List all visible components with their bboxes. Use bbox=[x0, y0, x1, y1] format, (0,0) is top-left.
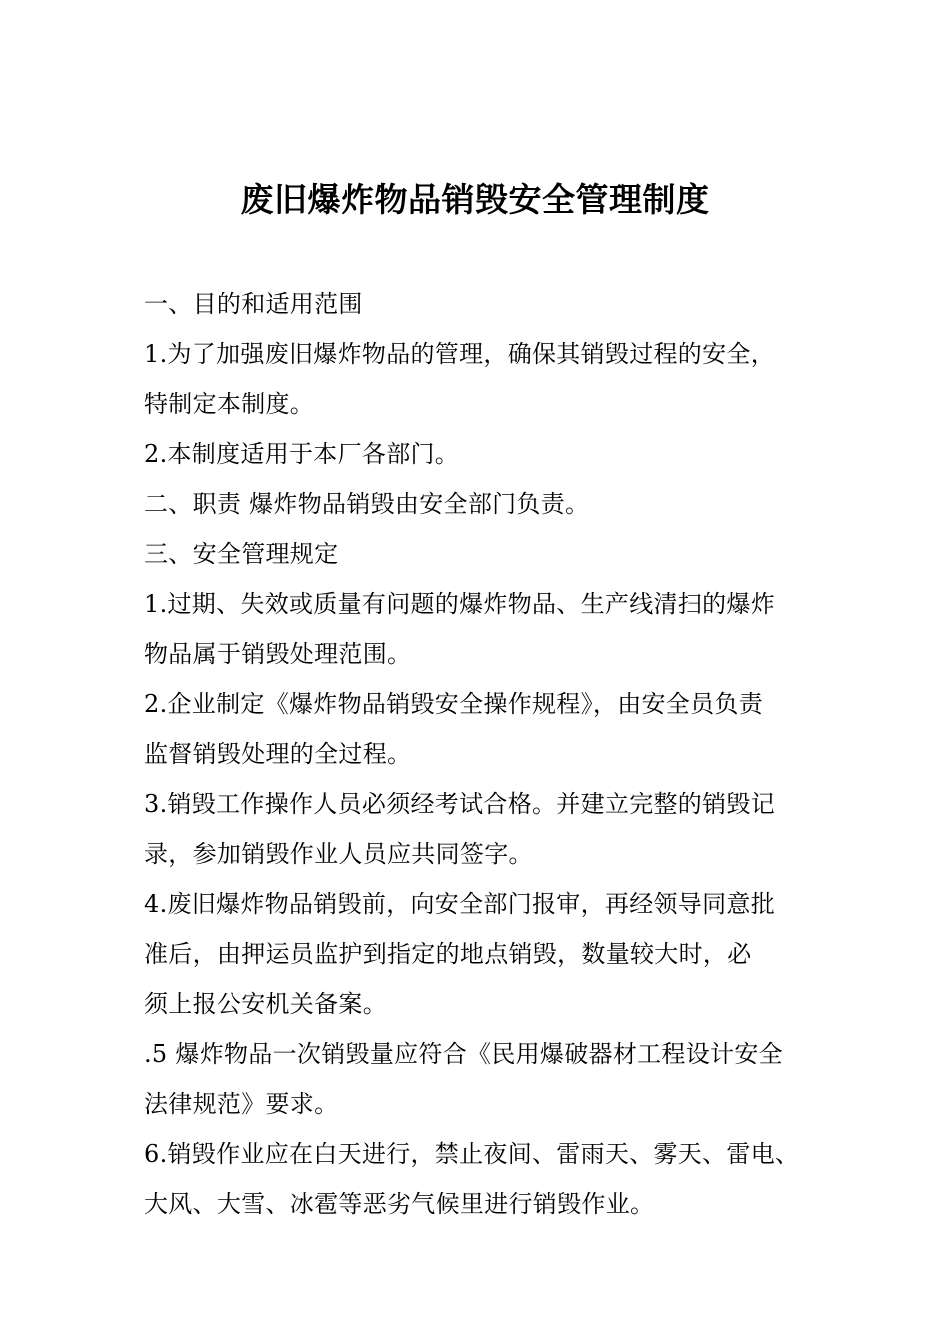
document-title: 废旧爆炸物品销毁安全管理制度 bbox=[240, 180, 710, 219]
paragraph-line: 1.过期、失效或质量有问题的爆炸物品、生产线清扫的爆炸 bbox=[144, 590, 775, 618]
paragraph-line: 2.企业制定《爆炸物品销毁安全操作规程》，由安全员负责 bbox=[144, 690, 763, 718]
paragraph-line: 4.废旧爆炸物品销毁前，向安全部门报审，再经领导同意批 bbox=[144, 890, 775, 918]
paragraph-line: 3.销毁工作操作人员必须经考试合格。并建立完整的销毁记 bbox=[144, 790, 775, 818]
paragraph-line: 准后，由押运员监护到指定的地点销毁，数量较大时，必 bbox=[144, 940, 752, 968]
paragraph-line: 物品属于销毁处理范围。 bbox=[144, 640, 412, 668]
section-heading-duties: 二、职责 爆炸物品销毁由安全部门负责。 bbox=[144, 490, 590, 518]
paragraph-line: 特制定本制度。 bbox=[144, 390, 315, 418]
paragraph-line: 1.为了加强废旧爆炸物品的管理，确保其销毁过程的安全， bbox=[144, 340, 775, 368]
section-heading-purpose: 一、目的和适用范围 bbox=[144, 290, 363, 318]
paragraph-line: 监督销毁处理的全过程。 bbox=[144, 740, 412, 768]
paragraph-line: 法律规范》要求。 bbox=[144, 1090, 339, 1118]
paragraph-line: 6.销毁作业应在白天进行，禁止夜间、雷雨天、雾天、雷电、 bbox=[144, 1140, 800, 1168]
paragraph-line: 2.本制度适用于本厂各部门。 bbox=[144, 440, 460, 468]
paragraph-line: .5 爆炸物品一次销毁量应符合《民用爆破器材工程设计安全 bbox=[144, 1040, 783, 1068]
section-heading-rules: 三、安全管理规定 bbox=[144, 540, 339, 568]
paragraph-line: 大风、大雪、冰雹等恶劣气候里进行销毁作业。 bbox=[144, 1190, 655, 1218]
paragraph-line: 录，参加销毁作业人员应共同签字。 bbox=[144, 840, 533, 868]
document-body bbox=[144, 279, 834, 1229]
paragraph-line: 须上报公安机关备案。 bbox=[144, 990, 387, 1018]
